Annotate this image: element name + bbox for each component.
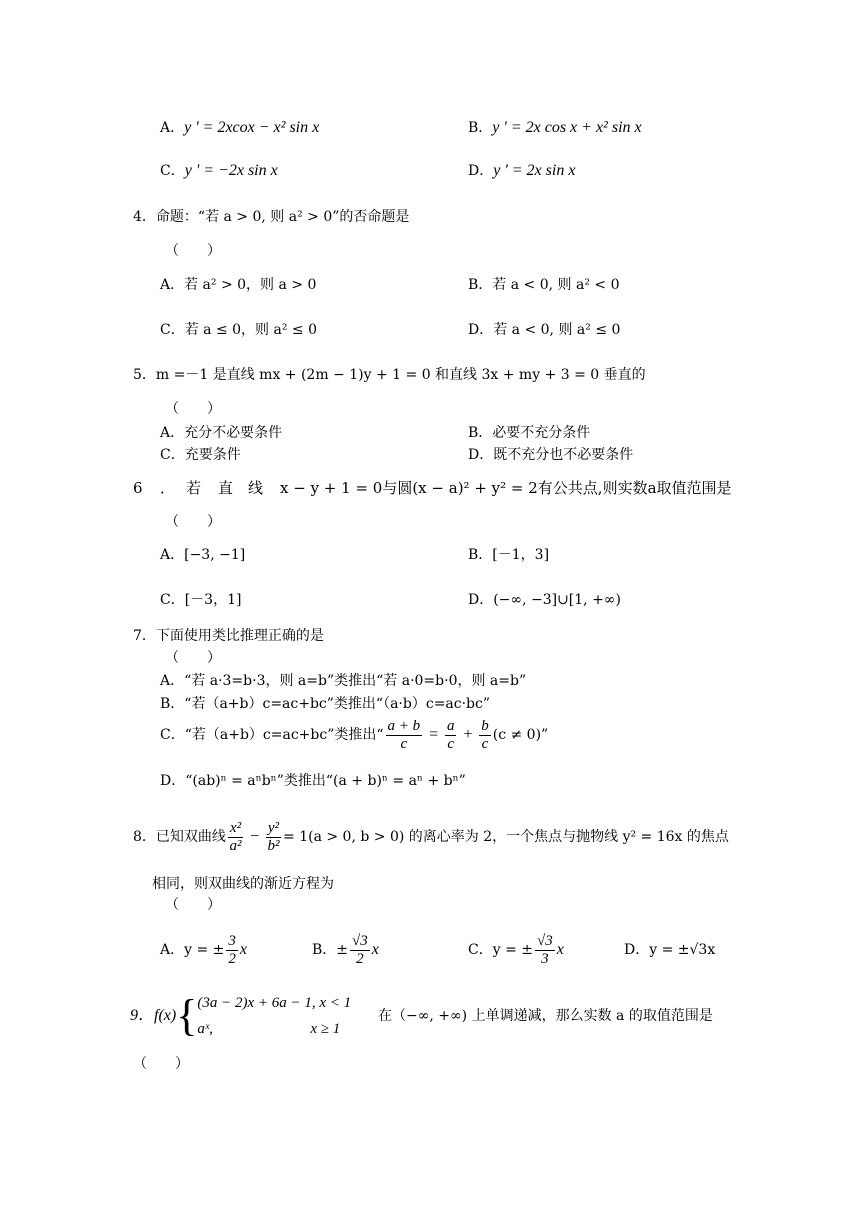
q6-word-3: 线 (248, 479, 264, 497)
denominator: 3 (541, 950, 549, 967)
q5-stem: 5．m =－1 是直线 mx + (2m − 1)y + 1 = 0 和直线 3x + my + 3 = 0 垂直的 (133, 367, 646, 383)
q5-option-b: B．必要不充分条件 (468, 425, 591, 441)
denominator: b² (267, 837, 280, 854)
case-2: aˣ, x ≥ 1 (197, 1021, 341, 1037)
q8-stem (133, 815, 729, 859)
option-label: C． (160, 163, 185, 179)
q3-option-d (468, 161, 575, 181)
q6-answer-paren: （ ） (165, 514, 221, 530)
q6-option-d: D．(−∞, −3]∪[1, +∞) (468, 592, 621, 608)
numerator: a (446, 717, 455, 734)
q3-option-b (468, 118, 642, 138)
q8-stem-prefix: 8．已知双曲线 (133, 829, 226, 845)
equals-sign: = (424, 726, 443, 743)
q5-option-d: D．既不充分也不必要条件 (468, 447, 634, 463)
q4-option-d: D．若 a < 0, 则 a² ≤ 0 (468, 322, 621, 338)
denominator: 2 (356, 950, 364, 967)
option-label: A． (160, 120, 185, 136)
q8-option-d: D．y = ±√3x (624, 942, 716, 958)
q3-option-c (160, 161, 278, 181)
numerator: y² (267, 819, 280, 836)
q7-option-d: D．“(ab)ⁿ = aⁿbⁿ”类推出“(a + b)ⁿ = aⁿ + bⁿ” (160, 773, 466, 789)
option-prefix: A．y = ± (160, 942, 225, 958)
q3-option-a (160, 118, 319, 138)
denominator: c (447, 735, 455, 752)
numerator: 3 (228, 932, 236, 949)
q9-answer-paren: （ ） (133, 1056, 189, 1072)
q6-option-c: C．[－3，1] (160, 592, 242, 608)
denominator: c (481, 735, 489, 752)
fraction (350, 933, 370, 968)
q9-stem (130, 990, 351, 1042)
q4-stem: 4．命题：“若 a > 0, 则 a² > 0”的否命题是 (133, 209, 410, 225)
option-c-suffix: (c ≠ 0)” (492, 727, 549, 743)
q7-stem: 7．下面使用类比推理正确的是 (133, 628, 324, 644)
option-suffix: x (556, 941, 564, 958)
left-brace-icon: { (176, 991, 198, 1040)
numerator: a + b (387, 717, 421, 734)
q7-option-a: A．“若 a·3=b·3，则 a=b”类推出“若 a·0=b·0，则 a=b” (160, 673, 527, 689)
option-expression: y ' = 2x cos x + x² sin x (492, 119, 642, 136)
q6-stem-rest: x − y + 1 = 0与圆(x − a)² + y² = 2有公共点,则实数a取值范围是 (280, 479, 732, 497)
q4-option-c: C．若 a ≤ 0，则 a² ≤ 0 (160, 322, 317, 338)
fraction (226, 933, 238, 968)
q4-option-b: B．若 a < 0, 则 a² < 0 (468, 277, 620, 293)
function-name: 9．f(x) (130, 1007, 177, 1024)
numerator: √3 (536, 932, 553, 949)
q4-answer-paren: （ ） (165, 243, 221, 259)
option-prefix: C．y = ± (468, 942, 533, 958)
q5-answer-paren: （ ） (165, 401, 221, 417)
denominator: a² (229, 837, 242, 854)
fraction (445, 718, 457, 753)
q5-option-c: C．充要条件 (160, 447, 241, 463)
q6-option-b: B．[－1，3] (468, 547, 550, 563)
option-expression: y ' = 2x sin x (493, 162, 576, 179)
plus-sign: + (458, 726, 478, 743)
piecewise-cases (197, 990, 351, 1042)
option-suffix: x (371, 941, 379, 958)
option-expression: y ' = 2xcox − x² sin x (184, 119, 320, 136)
numerator: x² (229, 819, 242, 836)
fraction (479, 718, 491, 753)
q6-word-1: 若 (186, 479, 202, 497)
q4-option-a: A．若 a² > 0，则 a > 0 (160, 277, 317, 293)
option-prefix: B．± (312, 942, 349, 958)
q7-answer-paren: （ ） (165, 650, 221, 666)
option-label: B． (468, 120, 493, 136)
q6-option-a: A．[−3, −1] (160, 547, 246, 563)
fraction (386, 718, 423, 753)
option-expression: y ' = −2x sin x (184, 162, 278, 179)
q8-option-c (468, 928, 564, 972)
q7-option-b: B．“若（a+b）c=ac+bc”类推出“（a·b）c=ac·bc” (160, 696, 491, 712)
denominator: c (400, 735, 408, 752)
option-c-prefix: C．“若（a+b）c=ac+bc”类推出“ (160, 727, 384, 743)
case-1: (3a − 2)x + 6a − 1, x < 1 (197, 995, 352, 1011)
q8-option-b (312, 928, 379, 972)
option-suffix: x (239, 941, 247, 958)
q6-dot: ． (160, 479, 176, 497)
fraction (228, 820, 243, 855)
q8-option-a (160, 928, 247, 972)
fraction (266, 820, 281, 855)
q9-stem-suffix: 在（−∞, +∞) 上单调递减，那么实数 a 的取值范围是 (378, 1008, 713, 1024)
numerator: b (481, 717, 489, 734)
q8-stem-suffix: = 1(a > 0, b > 0) 的离心率为 2，一个焦点与抛物线 y² = 16x 的焦点 (283, 829, 729, 845)
q8-stem-line2: 相同，则双曲线的渐近方程为 (152, 876, 334, 892)
fraction (535, 933, 555, 968)
denominator: 2 (228, 950, 236, 967)
option-label: D． (468, 163, 494, 179)
numerator: √3 (352, 932, 368, 949)
q6-word-2: 直 (218, 479, 234, 497)
q5-option-a: A．充分不必要条件 (160, 425, 283, 441)
q6-number: 6 (133, 479, 143, 497)
q7-option-c (160, 714, 548, 756)
minus-sign: − (245, 828, 264, 845)
q8-answer-paren: （ ） (165, 897, 221, 913)
